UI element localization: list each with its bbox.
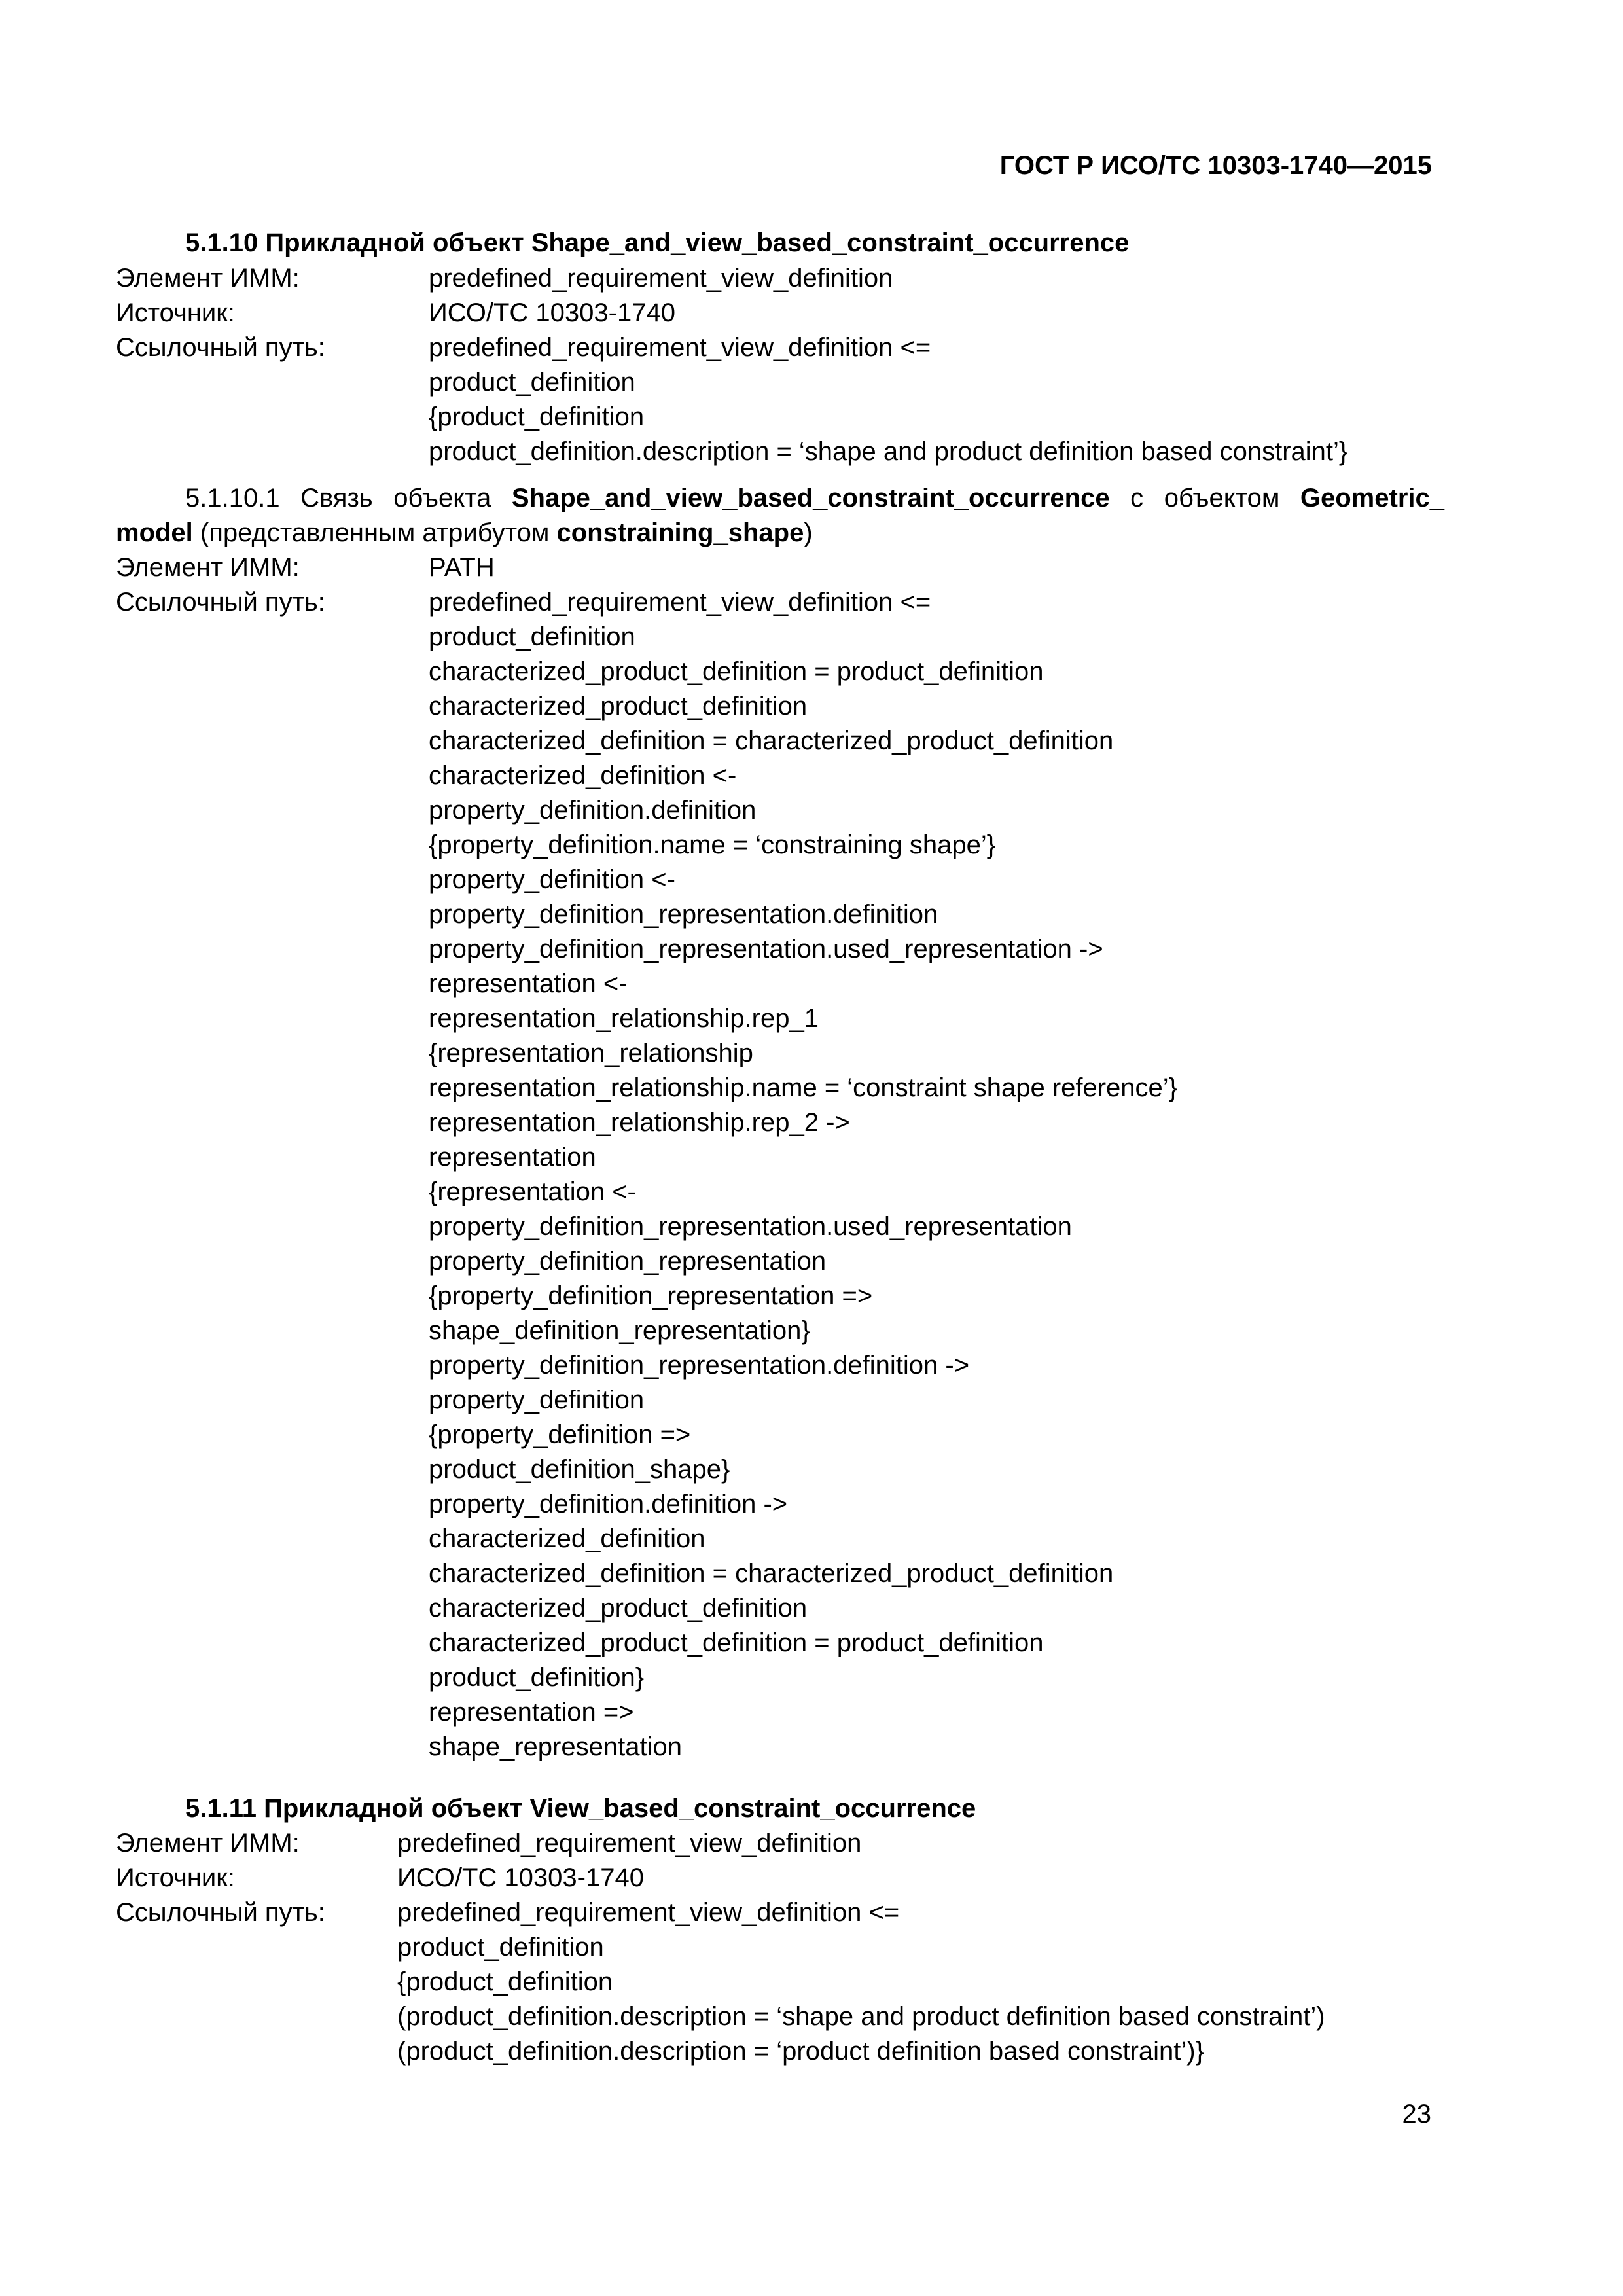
path-line: property_definition_representation.used_representation [429, 1212, 1072, 1241]
element-value: predefined_requirement_view_definition [429, 264, 893, 293]
path-line: property_definition_representation.definition [429, 900, 938, 929]
label-path: Ссылочный путь: [116, 333, 325, 362]
label-element: Элемент ИММ: [116, 1829, 300, 1857]
path-line: (product_definition.description = ‘shape and product definition based constraint’) [397, 2002, 1325, 2031]
para-text: с объектом [1109, 484, 1300, 512]
path-line: property_definition.definition [429, 796, 757, 825]
path-line: product_definition} [429, 1663, 645, 1692]
path-line: representation [429, 1143, 596, 1172]
label-element: Элемент ИММ: [116, 264, 300, 293]
path-line: characterized_definition <- [429, 761, 737, 790]
attribute-name: constraining_shape [556, 518, 804, 547]
path-line: property_definition_representation.used_representation -> [429, 935, 1103, 963]
path-line: property_definition_representation [429, 1247, 827, 1276]
label-path: Ссылочный путь: [116, 1898, 325, 1927]
path-line: representation_relationship.rep_1 [429, 1004, 819, 1033]
para-text: (представленным атрибутом [192, 518, 557, 547]
label-source: Источник: [116, 298, 235, 327]
path-line: characterized_definition [429, 1524, 705, 1553]
path-line: shape_representation [429, 1732, 682, 1761]
path-line: property_definition_representation.definition -> [429, 1351, 970, 1380]
element-value: predefined_requirement_view_definition [397, 1829, 862, 1857]
path-block-5-1-10-1 [429, 585, 1177, 1765]
path-line: representation_relationship.name = ‘constraint shape reference’} [429, 1073, 1178, 1102]
path-line: property_definition [429, 1386, 645, 1414]
path-line: product_definition [429, 368, 635, 397]
section-title-5-1-10: 5.1.10 Прикладной объект Shape_and_view_based_constraint_occurrence [185, 228, 1130, 257]
path-line: property_definition.definition -> [429, 1490, 788, 1518]
path-line: predefined_requirement_view_definition <= [429, 588, 931, 617]
source-value: ИСО/ТС 10303-1740 [397, 1863, 644, 1892]
path-line: characterized_definition = characterized_product_definition [429, 1559, 1114, 1588]
path-line: product_definition [429, 622, 635, 651]
path-block-5-1-10 [429, 331, 1347, 469]
path-line: {product_definition [429, 403, 645, 431]
entity-name: Shape_and_view_based_constraint_occurrence [511, 484, 1110, 512]
path-line: product_definition.description = ‘shape and product definition based constraint’} [429, 437, 1348, 466]
path-line: (product_definition.description = ‘product definition based constraint’)} [397, 2037, 1204, 2066]
path-line: characterized_product_definition [429, 692, 808, 721]
path-block-5-1-11 [397, 1895, 1325, 2069]
entity-name: Geometric_ [1300, 484, 1444, 512]
path-line: characterized_product_definition [429, 1594, 808, 1623]
path-line: characterized_definition = characterized_product_definition [429, 726, 1114, 755]
label-path: Ссылочный путь: [116, 588, 325, 617]
path-line: shape_definition_representation} [429, 1316, 810, 1345]
path-line: product_definition [397, 1933, 604, 1962]
element-value: PATH [429, 553, 495, 582]
para-text: 5.1.10.1 Связь объекта [185, 484, 512, 512]
path-line: {property_definition.name = ‘constraining shape’} [429, 831, 996, 859]
path-line: {product_definition [397, 1967, 613, 1996]
path-line: {representation <- [429, 1177, 636, 1206]
label-source: Источник: [116, 1863, 235, 1892]
para-text: ) [804, 518, 813, 547]
path-line: {property_definition => [429, 1420, 691, 1449]
section-paragraph-5-1-10-1 [116, 481, 1444, 550]
path-line: {property_definition_representation => [429, 1282, 873, 1310]
path-line: representation <- [429, 969, 628, 998]
path-line: representation_relationship.rep_2 -> [429, 1108, 850, 1137]
page-number: 23 [1402, 2100, 1431, 2128]
path-line: product_definition_shape} [429, 1455, 730, 1484]
section-title-5-1-11: 5.1.11 Прикладной объект View_based_constraint_occurrence [185, 1794, 976, 1823]
document-header: ГОСТ Р ИСО/ТС 10303-1740—2015 [999, 151, 1432, 180]
path-line: predefined_requirement_view_definition <= [397, 1898, 900, 1927]
path-line: characterized_product_definition = product_definition [429, 1628, 1044, 1657]
entity-name: model [116, 518, 193, 547]
path-line: {representation_relationship [429, 1039, 753, 1067]
source-value: ИСО/ТС 10303-1740 [429, 298, 675, 327]
path-line: characterized_product_definition = product_definition [429, 657, 1044, 686]
path-line: predefined_requirement_view_definition <= [429, 333, 931, 362]
label-element: Элемент ИММ: [116, 553, 300, 582]
path-line: representation => [429, 1698, 634, 1727]
path-line: property_definition <- [429, 865, 675, 894]
